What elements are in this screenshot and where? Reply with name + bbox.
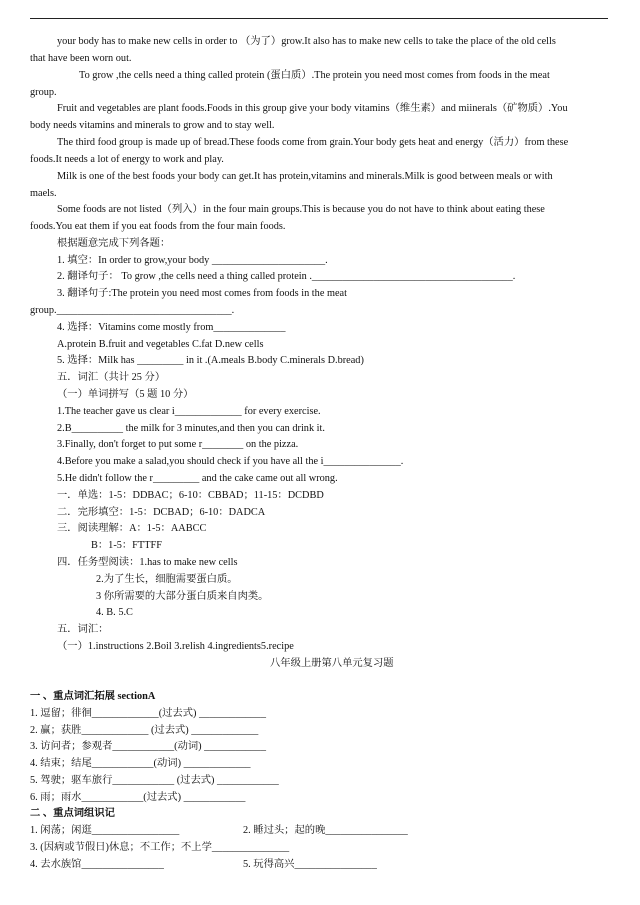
answer-line: 四．任务型阅读：1.has to make new cells [57,557,238,568]
passage-line: Some foods are not listed（列入）in the four main groups.This is because you do not have to think about eating these [57,204,545,215]
question-3-answer-line: group.__________________________________. [30,305,235,316]
vocab-item: 3.Finally, don't forget to put some r________ on the pizza. [57,439,299,450]
answer-line: （一）1.instructions 2.Boil 3.relish 4.ingredients5.recipe [57,641,294,652]
vocab-subheading: （一）单词拼写（5 题 10 分） [57,389,194,400]
passage-line: that have been worn out. [30,53,132,64]
phrase-item: 3. (因病或节假日)休息；不工作；不上学_______________ [30,842,290,853]
word-item: 2. 赢；获胜_____________ (过去式) _____________ [30,725,259,736]
vocab-item: 4.Before you make a salad,you should check if you have all the i_______________. [57,456,404,467]
answer-line: 三．阅读理解：A：1-5：AABCC [57,523,207,534]
questions-heading: 根据题意完成下列各题： [57,238,171,249]
answer-line: 一．单选：1-5：DDBAC；6-10：CBBAD；11-15：DCDBD [57,490,324,501]
vocab-item: 2.B__________ the milk for 3 minutes,and then you can drink it. [57,423,325,434]
passage-line: The third food group is made up of bread.These foods come from grain.Your body gets heat and energy（活力）from these [57,137,569,148]
section-heading: 一 、重点词汇拓展 sectionA [30,691,156,702]
word-item: 6. 雨；雨水____________(过去式) ____________ [30,792,246,803]
phrase-item: 2. 睡过头；起的晚________________ [243,825,408,836]
passage-line: body needs vitamins and minerals to grow and to stay well. [30,120,275,131]
answer-line: 3 你所需要的大部分蛋白质来自肉类。 [96,591,269,602]
question-3: 3. 翻译句子:The protein you need most comes from foods in the meat [57,288,347,299]
word-item: 3. 访问者；参观者____________(动词) ____________ [30,741,266,752]
question-4-options: A.protein B.fruit and vegetables C.fat D.new cells [57,339,264,350]
word-item: 5. 驾驶；驱车旅行____________ (过去式) ____________ [30,775,279,786]
vocab-heading: 五．词汇（共计 25 分） [57,372,166,383]
answer-line: 二．完形填空：1-5：DCBAD；6-10：DADCA [57,507,266,518]
passage-line: foods.You eat them if you eat foods from the four main foods. [30,221,286,232]
word-item: 1. 逗留；徘徊_____________(过去式) _____________ [30,708,266,719]
question-2: 2. 翻译句子： To grow ,the cells need a thing called protein ._______________________________________. [57,271,516,282]
review-title: 八年级上册第八单元复习题 [270,658,394,669]
section-heading: 二 、重点词组识记 [30,808,115,819]
vocab-item: 1.The teacher gave us clear i_____________ for every exercise. [57,406,321,417]
question-5: 5. 选择：Milk has _________ in it .(A.meals B.body C.minerals D.bread) [57,355,364,366]
passage-line: your body has to make new cells in order to （为了）grow.It also has to make new cells to take the place of the old cells [57,36,556,47]
vocab-item: 5.He didn't follow the r_________ and the cake came out all wrong. [57,473,338,484]
phrase-item: 1. 闲荡；闲逛_________________ [30,825,180,836]
phrase-item: 4. 去水族馆________________ [30,859,164,870]
answer-line: B：1-5：FTTFF [91,540,162,551]
passage-line: group. [30,87,57,98]
question-1: 1. 填空：In order to grow,your body ______________________. [57,255,328,266]
passage-line: To grow ,the cells need a thing called protein (蛋白质）.The protein you need most comes from foods in the meat [79,70,550,81]
answer-line: 2.为了生长，细胞需要蛋白质。 [96,574,238,585]
top-rule [30,18,608,19]
question-4: 4. 选择：Vitamins come mostly from______________ [57,322,286,333]
phrase-item: 5. 玩得高兴________________ [243,859,377,870]
passage-line: Milk is one of the best foods your body can get.It has protein,vitamins and minerals.Milk is good between meals or with [57,171,553,182]
answer-line: 五．词汇： [57,624,109,635]
passage-line: foods.It needs a lot of energy to work and play. [30,154,224,165]
answer-line: 4. B. 5.C [96,607,133,618]
passage-line: maels. [30,188,57,199]
word-item: 4. 结束；结尾____________(动词) _____________ [30,758,251,769]
passage-line: Fruit and vegetables are plant foods.Foods in this group give your body vitamins（维生素）and miinerals（矿物质）.You [57,103,568,114]
